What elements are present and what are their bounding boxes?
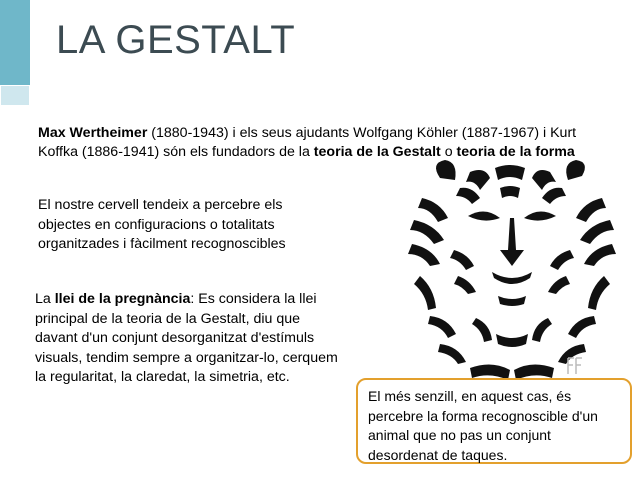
law-pre: La bbox=[35, 291, 55, 307]
intro-name: Max Wertheimer bbox=[38, 125, 148, 141]
perception-paragraph: El nostre cervell tendeix a percebre els objectes en configuracions o totalitats organitzades i fàcilment recognoscibles bbox=[38, 197, 286, 252]
law-text: : Es considera la llei principal de la teoria de la Gestalt, diu que davant d'un conjunt desorganitzat d'estímuls visuals, tendim sempre a organitzar-lo, cerquem la regularitat, la claredat, la simetria, etc. bbox=[35, 291, 338, 385]
intro-paragraph bbox=[38, 124, 618, 162]
tiger-illustration bbox=[400, 158, 630, 388]
slide-title: LA GESTALT bbox=[56, 18, 296, 62]
accent-square bbox=[0, 85, 30, 106]
law-bold: llei de la pregnància bbox=[54, 291, 191, 307]
intro-text-1: (1880-1943) i els seus ajudants Wolfgang Köhler (1887-1967) i Kurt Koffka (1886-1941) són els fundadors de la bbox=[38, 125, 577, 160]
intro-bold-1: teoria de la Gestalt bbox=[313, 144, 441, 160]
watermark-logo bbox=[566, 356, 584, 376]
law-paragraph bbox=[35, 290, 345, 388]
divider-line bbox=[30, 106, 638, 107]
intro-bold-2: teoria de la forma bbox=[456, 144, 575, 160]
intro-text-2: o bbox=[440, 144, 457, 160]
callout-box: El més senzill, en aquest cas, és percebre la forma recognoscible d'un animal que no pas un conjunt desordenat de taques. bbox=[356, 378, 632, 464]
